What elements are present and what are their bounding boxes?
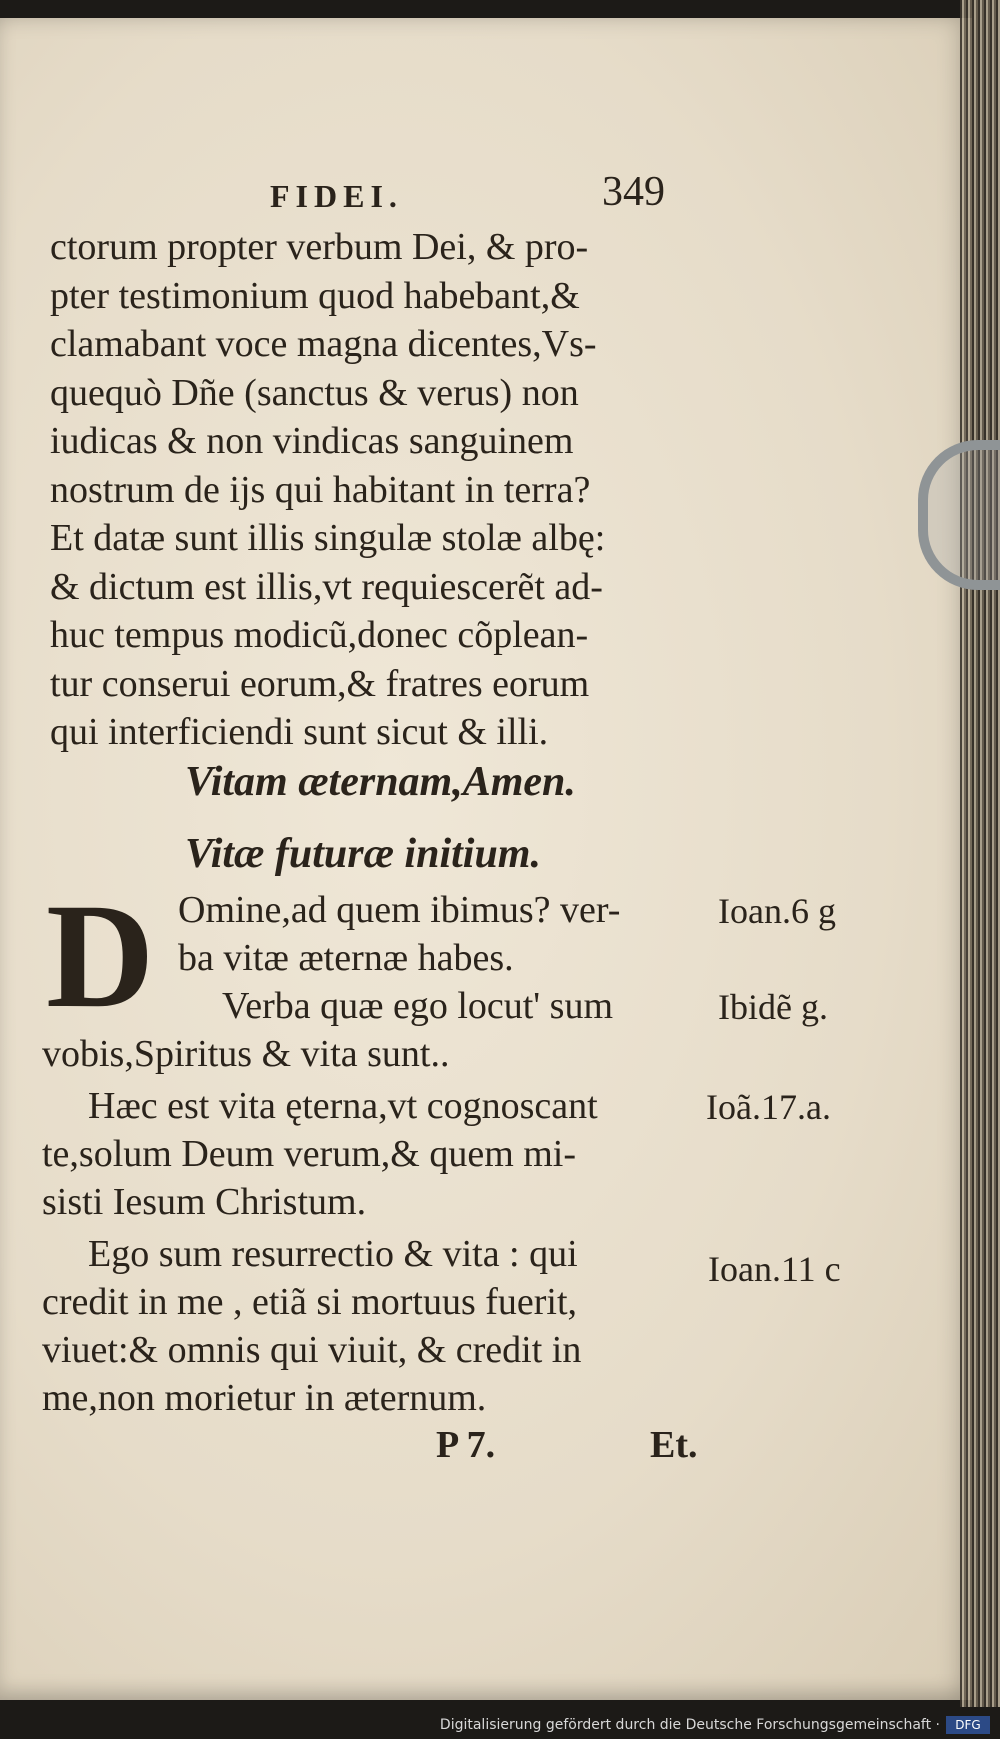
page-number: 349 — [602, 169, 665, 215]
signature-mark: P 7. — [436, 1424, 496, 1466]
text-line: quequò Dñe (sanctus & verus) non — [50, 371, 579, 414]
margin-reference: Ioã.17.a. — [706, 1087, 831, 1127]
text-line: Hæc est vita ęterna,vt cognoscant — [88, 1085, 598, 1127]
text-line: viuet:& omnis qui viuit, & credit in — [42, 1329, 582, 1371]
text-line: nostrum de ijs qui habitant in terra? — [50, 468, 591, 511]
footer-bar — [0, 1707, 1000, 1739]
margin-reference: Ioan.6 g — [718, 891, 836, 931]
text-line: vobis,Spiritus & vita sunt.. — [42, 1033, 450, 1075]
text-line: ctorum propter verbum Dei, & pro- — [50, 226, 589, 268]
text-line: Ego sum resurrectio & vita : qui — [88, 1233, 578, 1275]
drop-cap-initial: D — [46, 873, 155, 1039]
text-line: iudicas & non vindicas sanguinem — [50, 420, 574, 462]
text-line: qui interficiendi sunt sicut & illi. — [50, 711, 549, 753]
text-line: Verba quæ ego locut' sum — [222, 985, 614, 1027]
section-subheading: Vitæ futuræ initium. — [185, 831, 541, 877]
text-line: me,non morietur in æternum. — [42, 1377, 487, 1419]
page-clip — [918, 440, 1000, 590]
text-line: pter testimonium quod habebant,& — [50, 274, 580, 317]
book-page — [0, 18, 972, 1700]
text-line: tur conserui eorum,& fratres eorum — [50, 662, 590, 705]
text-line: clamabant voce magna dicentes,Vs- — [50, 323, 597, 365]
text-line: & dictum est illis,vt requiescerẽt ad- — [50, 565, 603, 608]
page-edges — [960, 0, 1000, 1739]
margin-reference: Ioan.11 c — [708, 1249, 841, 1289]
body-text-block — [50, 223, 710, 757]
text-line: te,solum Deum verum,& quem mi- — [42, 1133, 577, 1175]
text-line: Omine,ad quem ibimus? ver- — [178, 889, 621, 931]
section-heading: Vitam æternam,Amen. — [185, 759, 576, 805]
running-title: FIDEI. — [270, 178, 403, 214]
funding-credit: Digitalisierung gefördert durch die Deutsche Forschungsgemeinschaft · — [439, 1717, 940, 1733]
text-line: ba vitæ æternæ habes. — [178, 937, 514, 979]
margin-reference: Ibidẽ g. — [718, 987, 828, 1027]
text-line: sisti Iesum Christum. — [42, 1181, 367, 1223]
show-through-text — [792, 198, 912, 1298]
dfg-logo: DFG — [946, 1716, 990, 1734]
text-line: Et datæ sunt illis singulæ stolæ albę: — [50, 517, 606, 559]
text-line: credit in me , etiã si mortuus fuerit, — [42, 1281, 578, 1323]
catchword: Et. — [650, 1424, 698, 1466]
text-line: huc tempus modicũ,donec cõplean- — [50, 614, 589, 656]
